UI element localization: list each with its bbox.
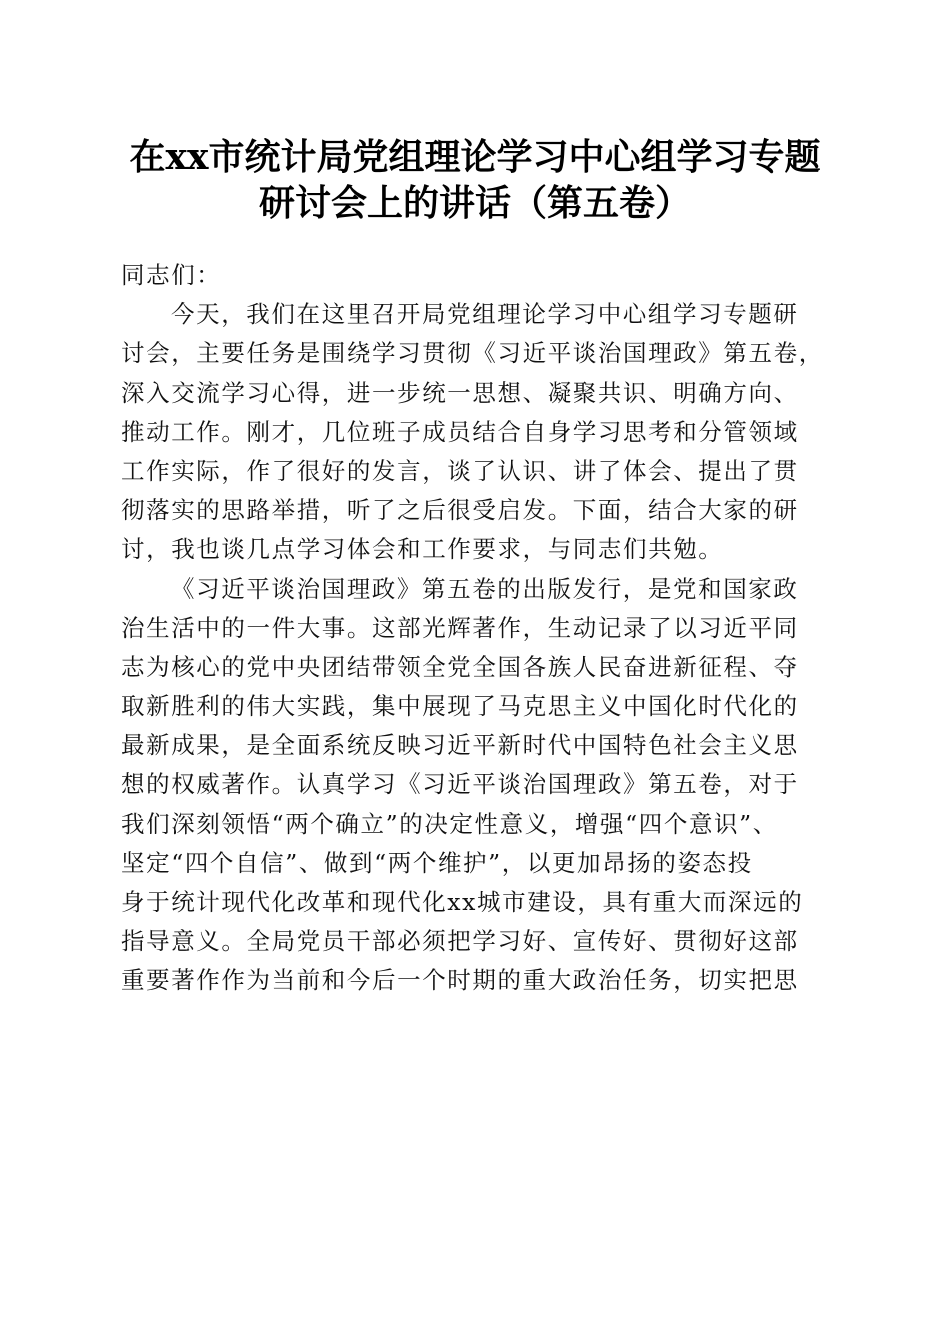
paragraph-1-line-3: 深入交流学习心得，进一步统一思想、凝聚共识、明确方向、 [121, 378, 799, 407]
paragraph-2-line-10: 指导意义。全局党员干部必须把学习好、宣传好、贯彻好这部 [121, 927, 799, 956]
paragraph-2-line-7: 我们深刻领悟“两个确立”的决定性意义，增强“四个意识”、 [121, 809, 778, 838]
paragraph-1-line-2: 讨会，主要任务是围绕学习贯彻《习近平谈治国理政》第五卷， [121, 339, 824, 368]
salutation: 同志们： [121, 261, 222, 289]
paragraph-2-line-2: 治生活中的一件大事。这部光辉著作，生动记录了以习近平同 [121, 613, 799, 642]
paragraph-2-line-1: 《习近平谈治国理政》第五卷的出版发行，是党和国家政 [171, 574, 799, 603]
title-line-1: 在xx市统计局党组理论学习中心组学习专题 [129, 136, 821, 178]
paragraph-1-line-5: 工作实际，作了很好的发言，谈了认识、讲了体会、提出了贯 [121, 456, 799, 485]
document-title [0, 134, 950, 226]
paragraph-1-line-4: 推动工作。刚才，几位班子成员结合自身学习思考和分管领域 [121, 417, 799, 446]
paragraph-2-line-4: 取新胜利的伟大实践，集中展现了马克思主义中国化时代化的 [121, 692, 799, 721]
paragraph-2-line-8: 坚定“四个自信”、做到“两个维护”，以更加昂扬的姿态投 [121, 848, 753, 877]
paragraph-1-line-7: 讨，我也谈几点学习体会和工作要求，与同志们共勉。 [121, 535, 724, 564]
paragraph-1-line-6: 彻落实的思路举措，听了之后很受启发。下面，结合大家的研 [121, 496, 799, 525]
paragraph-2-line-9: 身于统计现代化改革和现代化xx城市建设，具有重大而深远的 [121, 888, 804, 916]
paragraph-2-line-3: 志为核心的党中央团结带领全党全国各族人民奋进新征程、夺 [121, 652, 799, 681]
paragraph-2-line-5: 最新成果，是全面系统反映习近平新时代中国特色社会主义思 [121, 731, 799, 760]
document-body [121, 256, 831, 1001]
paragraph-1-line-1: 今天，我们在这里召开局党组理论学习中心组学习专题研 [171, 300, 799, 329]
paragraph-2-line-6: 想的权威著作。认真学习《习近平谈治国理政》第五卷，对于 [121, 770, 799, 799]
paragraph-2-line-11: 重要著作作为当前和今后一个时期的重大政治任务，切实把思 [121, 966, 799, 995]
title-line-2: 研讨会上的讲话（第五卷） [258, 182, 691, 224]
